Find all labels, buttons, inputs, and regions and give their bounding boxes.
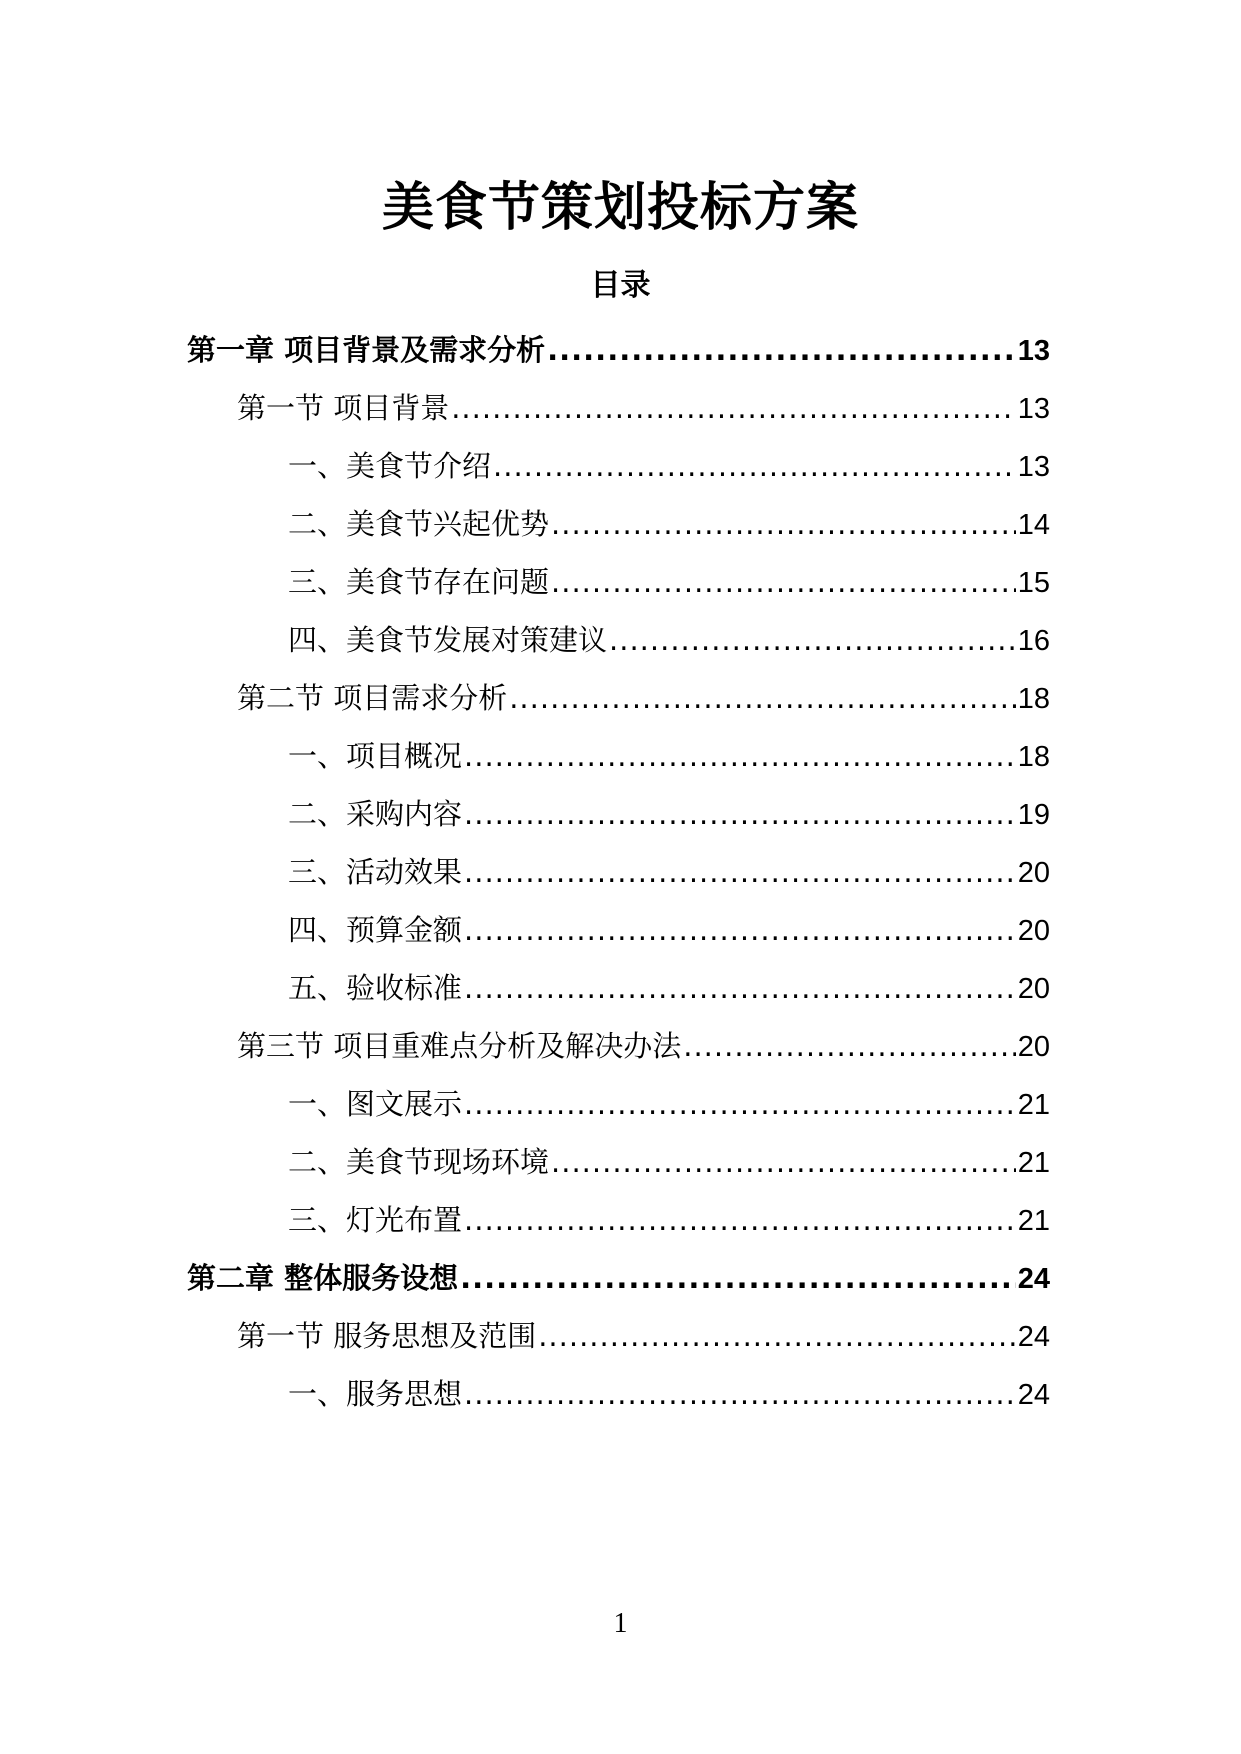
toc-entry-page: 18 xyxy=(1017,683,1050,715)
toc-dot-leader xyxy=(609,620,1016,660)
toc-entry-subsection[interactable] xyxy=(288,446,1050,486)
toc-entry-subsection[interactable] xyxy=(288,910,1050,950)
toc-entry-subsection[interactable] xyxy=(288,968,1050,1008)
toc-entry-page: 18 xyxy=(1017,741,1050,773)
toc-dot-leader xyxy=(464,794,1016,834)
toc-entry-subsection[interactable] xyxy=(288,736,1050,776)
toc-entry-subsection[interactable] xyxy=(288,1374,1050,1414)
toc-entry-label: 四、美食节发展对策建议 xyxy=(288,623,608,657)
toc-dot-leader xyxy=(493,446,1016,486)
toc-dot-leader xyxy=(464,910,1016,950)
toc-dot-leader xyxy=(464,852,1016,892)
toc-dot-leader xyxy=(551,562,1016,602)
toc-entry-page: 16 xyxy=(1017,625,1050,657)
toc-heading: 目录 xyxy=(590,268,651,303)
toc-entry-page: 20 xyxy=(1017,915,1050,947)
toc-dot-leader xyxy=(451,388,1016,428)
toc-entry-label: 五、验收标准 xyxy=(288,971,463,1005)
toc-entry-page: 21 xyxy=(1017,1205,1050,1237)
toc-entry-label: 一、图文展示 xyxy=(288,1087,463,1121)
toc-entry-page: 19 xyxy=(1017,799,1050,831)
toc-entry-subsection[interactable] xyxy=(288,504,1050,544)
document-title: 美食节策划投标方案 xyxy=(381,178,859,238)
toc-entry-section[interactable] xyxy=(237,1316,1050,1356)
toc-entry-chapter-2[interactable] xyxy=(187,1258,1050,1298)
toc-entry-chapter-1[interactable] xyxy=(187,330,1050,370)
toc-entry-page: 14 xyxy=(1017,509,1050,541)
toc-entry-label: 第二节 项目需求分析 xyxy=(237,681,508,715)
toc-entry-page: 15 xyxy=(1017,567,1050,599)
toc-dot-leader xyxy=(464,968,1016,1008)
toc-entry-page: 20 xyxy=(1017,973,1050,1005)
toc-entry-page: 24 xyxy=(1017,1263,1050,1295)
toc-entry-page: 13 xyxy=(1017,335,1050,367)
toc-dot-leader xyxy=(683,1026,1016,1066)
toc-dot-leader xyxy=(464,1374,1016,1414)
toc-entry-label: 一、服务思想 xyxy=(288,1377,463,1411)
toc-entry-label: 第一节 项目背景 xyxy=(237,391,450,425)
toc-entry-section[interactable] xyxy=(237,1026,1050,1066)
toc-entry-page: 24 xyxy=(1017,1379,1050,1411)
toc-dot-leader xyxy=(509,678,1016,718)
toc-entry-page: 20 xyxy=(1017,1031,1050,1063)
toc-entry-section[interactable] xyxy=(237,678,1050,718)
toc-entry-label: 三、活动效果 xyxy=(288,855,463,889)
toc-entry-subsection[interactable] xyxy=(288,620,1050,660)
toc-entry-page: 20 xyxy=(1017,857,1050,889)
toc-entry-subsection[interactable] xyxy=(288,852,1050,892)
toc-entry-page: 13 xyxy=(1017,393,1050,425)
toc-entry-label: 三、灯光布置 xyxy=(288,1203,463,1237)
toc-dot-leader xyxy=(538,1316,1016,1356)
toc-dot-leader xyxy=(547,330,1016,370)
toc-entry-label: 一、美食节介绍 xyxy=(288,449,492,483)
toc-dot-leader xyxy=(460,1258,1016,1298)
toc-entry-section[interactable] xyxy=(237,388,1050,428)
page-number: 1 xyxy=(613,1608,628,1639)
toc-entry-label: 第二章 整体服务设想 xyxy=(187,1261,459,1295)
toc-entry-label: 第一章 项目背景及需求分析 xyxy=(187,333,546,367)
toc-entry-subsection[interactable] xyxy=(288,1084,1050,1124)
toc-dot-leader xyxy=(464,1200,1016,1240)
toc-entry-subsection[interactable] xyxy=(288,562,1050,602)
toc-entry-page: 21 xyxy=(1017,1147,1050,1179)
toc-dot-leader xyxy=(551,1142,1016,1182)
toc-entry-label: 一、项目概况 xyxy=(288,739,463,773)
toc-entry-page: 24 xyxy=(1017,1321,1050,1353)
toc-entry-label: 第三节 项目重难点分析及解决办法 xyxy=(237,1029,682,1063)
toc-dot-leader xyxy=(464,1084,1016,1124)
toc-entry-page: 21 xyxy=(1017,1089,1050,1121)
toc-entry-label: 二、美食节现场环境 xyxy=(288,1145,550,1179)
toc-entry-label: 第一节 服务思想及范围 xyxy=(237,1319,537,1353)
toc-dot-leader xyxy=(464,736,1016,776)
toc-entry-subsection[interactable] xyxy=(288,794,1050,834)
toc-entry-label: 二、采购内容 xyxy=(288,797,463,831)
toc-entry-label: 三、美食节存在问题 xyxy=(288,565,550,599)
toc-entry-label: 四、预算金额 xyxy=(288,913,463,947)
toc-dot-leader xyxy=(551,504,1016,544)
toc-entry-subsection[interactable] xyxy=(288,1142,1050,1182)
toc-entry-page: 13 xyxy=(1017,451,1050,483)
toc-entry-subsection[interactable] xyxy=(288,1200,1050,1240)
toc-entry-label: 二、美食节兴起优势 xyxy=(288,507,550,541)
